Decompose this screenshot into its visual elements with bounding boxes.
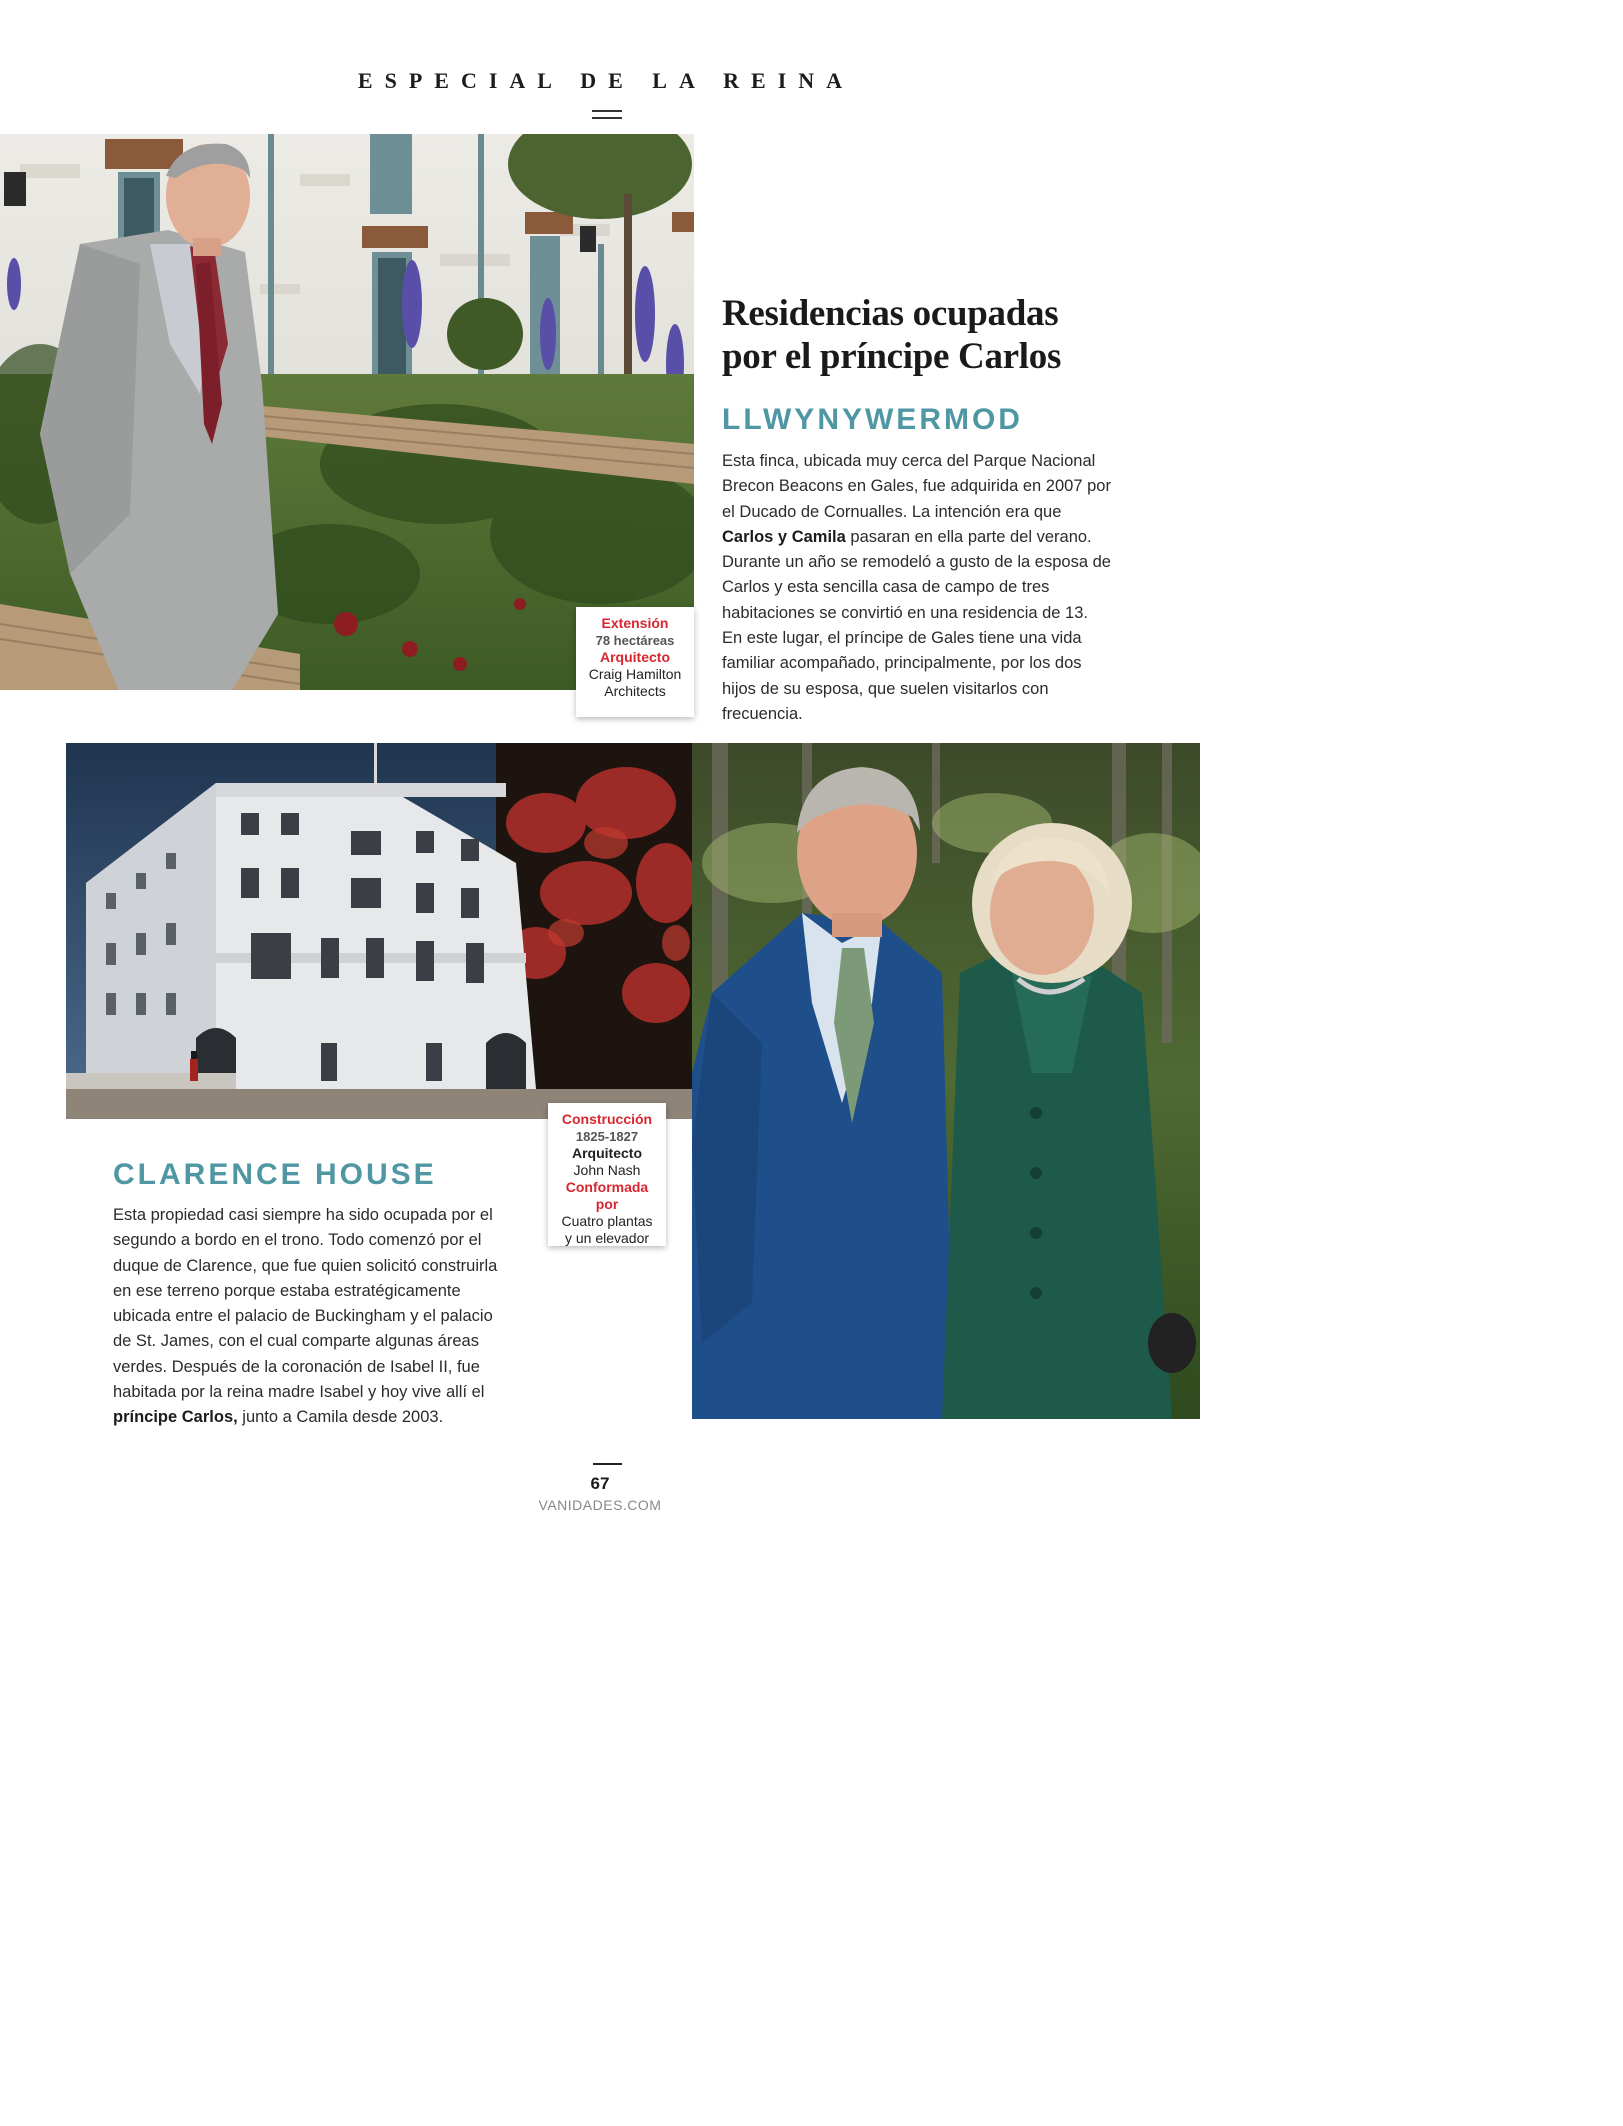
section-kicker: ESPECIAL DE LA REINA [357,68,855,93]
llwynywermod-factbox [576,607,694,717]
article-title-line1: Residencias ocupadas [722,293,1059,334]
article-title [722,292,1142,378]
llwynywermod-heading: LLWYNYWERMOD [722,403,1023,436]
fact-value-composition-line2: y un elevador [564,1230,650,1246]
fact-value-architect: John Nash [573,1162,641,1178]
fact-value-architect-line1: Craig Hamilton [588,666,682,682]
clarence-heading: CLARENCE HOUSE [113,1158,437,1191]
fact-label-composition: Conformada por [565,1179,649,1212]
fact-label-architect: Arquitecto [600,649,670,665]
fact-label-architect: Arquitecto [572,1145,642,1161]
llwynywermod-body-bold: Carlos y Camila [722,527,846,546]
photo-carlos-camila-portrait [692,743,1200,1419]
fact-label-extension: Extensión [601,615,669,631]
clarence-body-text-end: junto a Camila desde 2003. [237,1408,444,1427]
fact-value-composition-line1: Cuatro plantas [561,1213,653,1229]
article-title-line2: por el príncipe Carlos [722,336,1062,377]
clarence-body-bold: príncipe Carlos, [113,1408,238,1427]
llwynywermod-body-text: Esta finca, ubicada muy cerca del Parque Nacional Brecon Beacons en Gales, fue adquirida en 2007 por el Ducado de Cornualles. La intención era que [722,452,1111,521]
llwynywermod-body [722,449,1112,727]
clarence-body [113,1203,498,1431]
clarence-factbox [548,1103,666,1246]
llwynywermod-body-text-end: pasaran en ella parte del verano. Durante un año se remodeló a gusto de la esposa de Carlos y esta sencilla casa de campo de tres habitaciones se convirtió en una residencia de 13. En este lugar, el príncipe de Gales tiene una vida familiar acompañado, principalmente, por los dos hijos de su esposa, que suelen visitarlos con frecuencia. [722,527,1111,723]
kicker-divider [592,110,622,119]
site-url: VANIDADES.COM [538,1497,662,1513]
footer-divider [593,1463,622,1465]
clarence-body-text: Esta propiedad casi siempre ha sido ocupada por el segundo a bordo en el trono. Todo comenzó por el duque de Clarence, que fue quien solicitó construirla en ese terreno porque estaba estratégicamente ubicada entre el palacio de Buckingham y el palacio de St. James, con el cual comparte algunas áreas verdes. Después de la coronación de Isabel II, fue habitada por la reina madre Isabel y hoy vive allí el [113,1206,498,1402]
page-number: 67 [590,1474,610,1493]
fact-value-extension: 78 hectáreas [595,633,675,648]
photo-clarence-house [66,743,694,1119]
fact-value-construction: 1825-1827 [575,1129,639,1144]
fact-value-architect-line2: Architects [604,683,666,699]
fact-label-construction: Construcción [561,1111,653,1127]
